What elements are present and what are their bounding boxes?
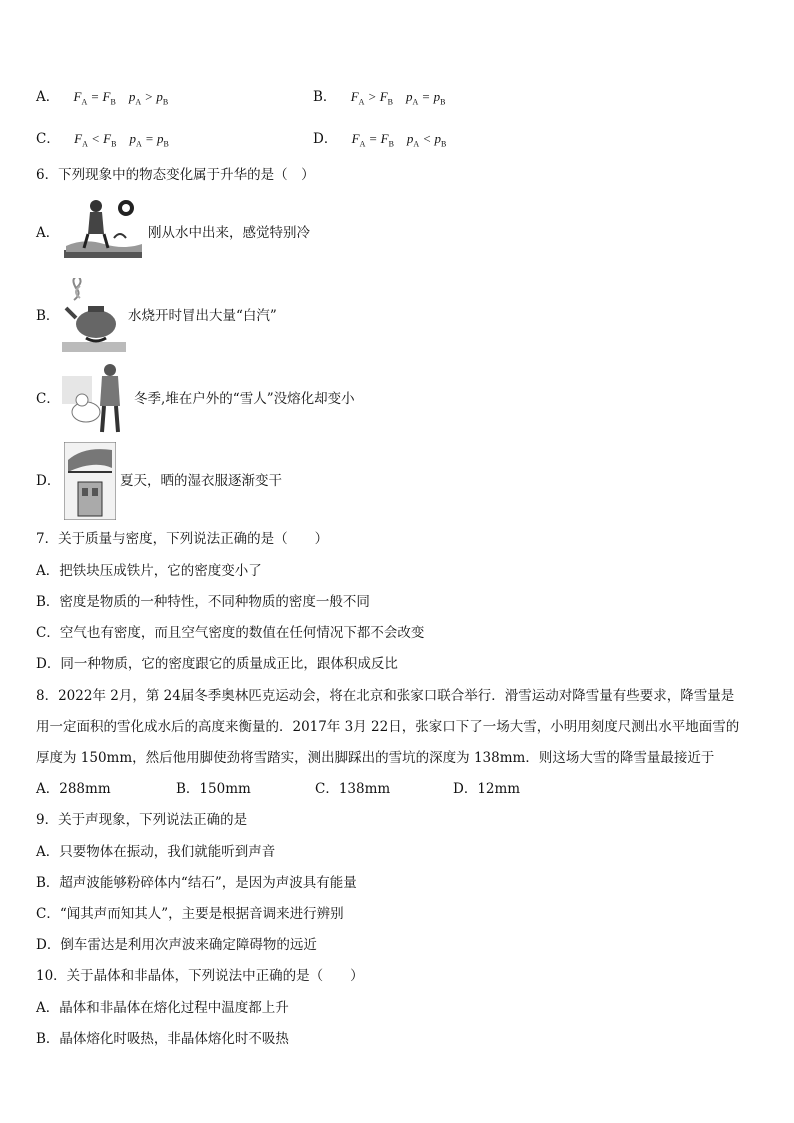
q6-option-b-label: B． [36,308,60,324]
kettle-icon [62,278,126,352]
q5-option-d [313,130,446,154]
math-expression: $F_A < F_B$ $p_A = p_B$ [74,131,169,149]
q6-option-d-text: 夏天，晒的湿衣服逐渐变干 [120,473,282,489]
q6-option-d-label: D． [36,473,61,489]
q5-option-a [36,88,168,112]
q6-option-a-label: A． [36,225,60,241]
q9-option-d: D．倒车雷达是利用次声波来确定障碍物的远近 [36,937,317,953]
laundry-icon [64,442,116,520]
q7-option-a: A．把铁块压成铁片，它的密度变小了 [36,563,262,579]
math-expression: $F_A = F_B$ $p_A > p_B$ [73,89,169,107]
q8-option-b: B．150mm [176,781,251,797]
q9-option-a: A．只要物体在振动，我们就能听到声音 [36,844,276,860]
q10-option-a: A．晶体和非晶体在熔化过程中温度都上升 [36,1000,289,1016]
q8-stem-line-1: 8．2022年 2月，第 24届冬季奥林匹克运动会，将在北京和张家口联合举行．滑雪运动对降雪量有些要求，降雪量是 [36,688,735,704]
q7-option-b: B．密度是物质的一种特性，不同种物质的密度一般不同 [36,594,370,610]
snowman-icon [62,362,128,436]
q5-option-b [313,88,445,112]
q6-option-b-text: 水烧开时冒出大量“白汽” [128,308,277,324]
option-label: A． [36,89,60,105]
q6-option-c-label: C． [36,391,60,407]
q7-option-c: C．空气也有密度，而且空气密度的数值在任何情况下都不会改变 [36,625,425,641]
q8-stem-line-2: 用一定面积的雪化成水后的高度来衡量的．2017年 3月 22日，张家口下了一场大雪，小明用刻度尺测出水平地面雪的 [36,719,740,735]
q8-stem-line-3: 厚度为 150mm，然后他用脚使劲将雪踏实，测出脚踩出的雪坑的深度为 138mm．则这场大雪的降雪量最接近于 [36,750,715,766]
option-label: D． [313,131,338,147]
option-label: C． [36,131,60,147]
q8-option-d: D．12mm [453,781,521,797]
q9-option-c: C．“闻其声而知其人”，主要是根据音调来进行辨别 [36,906,344,922]
q10-stem: 10．关于晶体和非晶体，下列说法中正确的是（ ） [36,968,364,984]
q7-stem: 7．关于质量与密度，下列说法正确的是（ ） [36,531,329,547]
q8-option-c: C．138mm [315,781,391,797]
swimmer-icon [64,194,146,268]
q9-option-b: B．超声波能够粉碎体内“结石”，是因为声波具有能量 [36,875,357,891]
math-expression: $F_A > F_B$ $p_A = p_B$ [350,89,446,107]
option-label: B． [313,89,337,105]
q8-option-a: A．288mm [36,781,111,797]
q6-stem: 6．下列现象中的物态变化属于升华的是（ ） [36,167,315,183]
q5-option-c [36,130,169,154]
q6-option-c-text: 冬季,堆在户外的“雪人”没熔化却变小 [134,391,355,407]
q10-option-b: B．晶体熔化时吸热，非晶体熔化时不吸热 [36,1031,289,1047]
q6-option-a-text: 刚从水中出来，感觉特别冷 [148,225,310,241]
q7-option-d: D．同一种物质，它的密度跟它的质量成正比，跟体积成反比 [36,656,398,672]
math-expression: $F_A = F_B$ $p_A < p_B$ [351,131,447,149]
q9-stem: 9．关于声现象，下列说法正确的是 [36,812,248,828]
